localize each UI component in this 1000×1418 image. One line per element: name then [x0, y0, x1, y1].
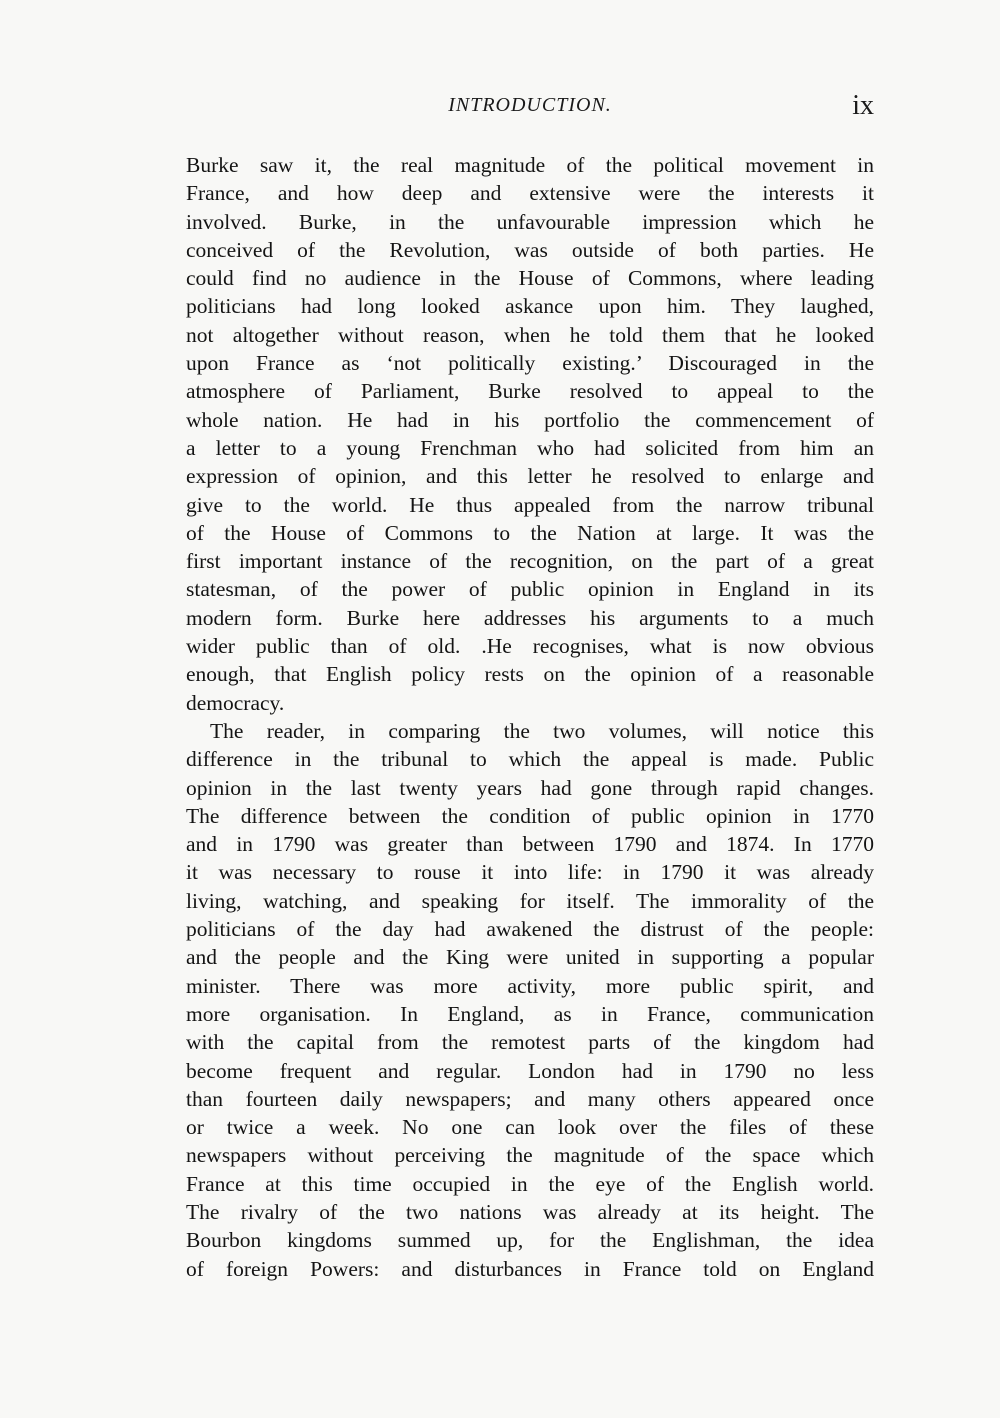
- running-title: INTRODUCTION.: [448, 94, 612, 116]
- text-line: involved. Burke, in the unfavourable impression which he: [186, 209, 874, 234]
- text-line: The rivalry of the two nations was already at its height. The: [186, 1199, 874, 1224]
- text-line: newspapers without perceiving the magnitude of the space which: [186, 1143, 874, 1168]
- text-line: politicians had long looked askance upon him. They laughed,: [186, 294, 874, 319]
- text-line: statesman, of the power of public opinion in England in its: [186, 577, 874, 602]
- page-header: [186, 90, 874, 128]
- text-line: wider public than of old. .He recognises, what is now obvious: [186, 634, 874, 659]
- text-line: with the capital from the remotest parts of the kingdom had: [186, 1030, 874, 1055]
- text-line: difference in the tribunal to which the appeal is made. Public: [186, 747, 874, 772]
- text-line: modern form. Burke here addresses his arguments to a much: [186, 605, 874, 630]
- text-line: The difference between the condition of public opinion in 1770: [186, 803, 874, 828]
- text-line: upon France as ‘not politically existing.’ Discouraged in the: [186, 351, 874, 376]
- text-line: opinion in the last twenty years had gone through rapid changes.: [186, 775, 874, 800]
- text-line: France at this time occupied in the eye of the English world.: [186, 1171, 874, 1196]
- text-line: become frequent and regular. London had in 1790 no less: [186, 1058, 874, 1083]
- text-line: than fourteen daily newspapers; and many others appeared once: [186, 1086, 874, 1111]
- text-line: first important instance of the recognition, on the part of a great: [186, 549, 874, 574]
- text-line: of the House of Commons to the Nation at large. It was the: [186, 520, 874, 545]
- body-text: [186, 151, 874, 1283]
- text-line: enough, that English policy rests on the opinion of a reasonable: [186, 662, 874, 687]
- text-line: or twice a week. No one can look over the files of these: [186, 1115, 874, 1140]
- text-line: of foreign Powers: and disturbances in France told on England: [186, 1256, 874, 1281]
- page-number: ix: [852, 90, 874, 121]
- text-line: and in 1790 was greater than between 1790 and 1874. In 1770: [186, 832, 874, 857]
- text-line: politicians of the day had awakened the distrust of the people:: [186, 917, 874, 942]
- text-line: expression of opinion, and this letter he resolved to enlarge and: [186, 464, 874, 489]
- paragraph-1: [186, 151, 874, 717]
- text-line: whole nation. He had in his portfolio the commencement of: [186, 407, 874, 432]
- text-line: living, watching, and speaking for itself. The immorality of the: [186, 888, 874, 913]
- text-line: not altogether without reason, when he told them that he looked: [186, 322, 874, 347]
- text-line: France, and how deep and extensive were the interests it: [186, 181, 874, 206]
- text-line: Bourbon kingdoms summed up, for the Englishman, the idea: [186, 1228, 874, 1253]
- text-line: a letter to a young Frenchman who had solicited from him an: [186, 435, 874, 460]
- text-line: it was necessary to rouse it into life: in 1790 it was already: [186, 860, 874, 885]
- text-line: more organisation. In England, as in France, communication: [186, 1001, 874, 1026]
- paragraph-2: [186, 717, 874, 1283]
- text-line: democracy.: [186, 690, 285, 715]
- text-line: The reader, in comparing the two volumes, will notice this: [210, 718, 874, 743]
- text-line: conceived of the Revolution, was outside of both parties. He: [186, 237, 874, 262]
- text-line: atmosphere of Parliament, Burke resolved to appeal to the: [186, 379, 874, 404]
- text-line: Burke saw it, the real magnitude of the political movement in: [186, 153, 874, 177]
- text-line: could find no audience in the House of Commons, where leading: [186, 266, 874, 291]
- text-line: give to the world. He thus appealed from the narrow tribunal: [186, 492, 874, 517]
- text-line: minister. There was more activity, more public spirit, and: [186, 973, 874, 998]
- text-line: and the people and the King were united in supporting a popular: [186, 945, 874, 970]
